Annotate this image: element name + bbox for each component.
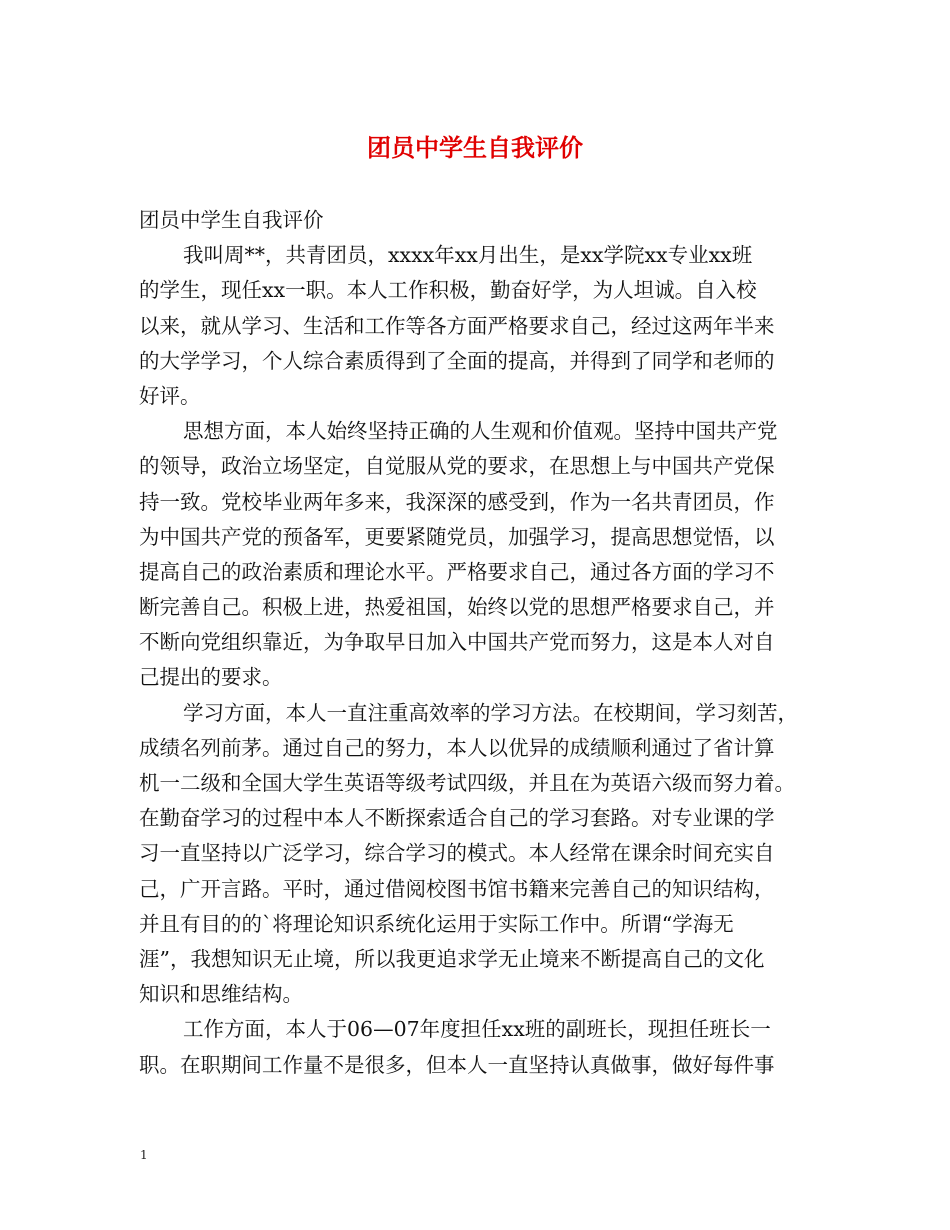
body-text-line: 好评。 xyxy=(139,383,201,408)
document-body xyxy=(139,203,815,1083)
body-text-line: 工作方面，本人于06—07年度担任xx班的副班长，现担任班长一 xyxy=(183,1017,771,1042)
page-title: 团员中学生自我评价 xyxy=(367,134,583,162)
body-text-line: 职。在职期间工作量不是很多，但本人一直坚持认真做事，做好每件事 xyxy=(139,1052,775,1077)
body-text-line: 知识和思维结构。 xyxy=(139,982,303,1007)
body-text-line: 的领导，政治立场坚定，自觉服从党的要求，在思想上与中国共产党保 xyxy=(139,454,775,479)
body-text-line: 习一直坚持以广泛学习，综合学习的模式。本人经常在课余时间充实自 xyxy=(139,841,775,866)
body-text-line: 不断向党组织靠近，为争取早日加入中国共产党而努力，这是本人对自 xyxy=(139,630,775,655)
body-text-line: 成绩名列前茅。通过自己的努力，本人以优异的成绩顺利通过了省计算 xyxy=(139,735,775,760)
body-heading-line: 团员中学生自我评价 xyxy=(139,208,324,232)
body-text-line: 涯”，我想知识无止境，所以我更追求学无止境来不断提高自己的文化 xyxy=(139,946,765,971)
body-text-line: 在勤奋学习的过程中本人不断探索适合自己的学习套路。对专业课的学 xyxy=(139,806,775,831)
body-text-line: 思想方面，本人始终坚持正确的人生观和价值观。坚持中国共产党 xyxy=(183,419,778,444)
body-text-line: 的大学学习，个人综合素质得到了全面的提高，并得到了同学和老师的 xyxy=(139,348,775,373)
body-text-line: 己提出的要求。 xyxy=(139,665,283,690)
body-text-line: 持一致。党校毕业两年多来，我深深的感受到，作为一名共青团员，作 xyxy=(139,489,775,514)
body-text-line: 我叫周**，共青团员，xxxx年xx月出生，是xx学院xx专业xx班 xyxy=(183,243,753,268)
body-text-line: 断完善自己。积极上进，热爱祖国，始终以党的思想严格要求自己，并 xyxy=(139,595,775,620)
body-text-line: 学习方面，本人一直注重高效率的学习方法。在校期间，学习刻苦， xyxy=(183,700,798,725)
body-text-line: 提高自己的政治素质和理论水平。严格要求自己，通过各方面的学习不 xyxy=(139,559,775,584)
body-text-line: 为中国共产党的预备军，更要紧随党员，加强学习，提高思想觉悟，以 xyxy=(139,524,775,549)
body-text-line: 机一二级和全国大学生英语等级考试四级，并且在为英语六级而努力着。 xyxy=(139,771,795,795)
body-text-line: 的学生，现任xx一职。本人工作积极，勤奋好学，为人坦诚。自入校 xyxy=(139,278,757,303)
body-text-line: 己，广开言路。平时，通过借阅校图书馆书籍来完善自己的知识结构， xyxy=(139,876,775,901)
page-number: 1 xyxy=(140,1148,148,1162)
body-text-line: 以来，就从学习、生活和工作等各方面严格要求自己，经过这两年半来 xyxy=(139,313,775,338)
body-text-line: 并且有目的的`将理论知识系统化运用于实际工作中。所谓“学海无 xyxy=(139,911,734,936)
